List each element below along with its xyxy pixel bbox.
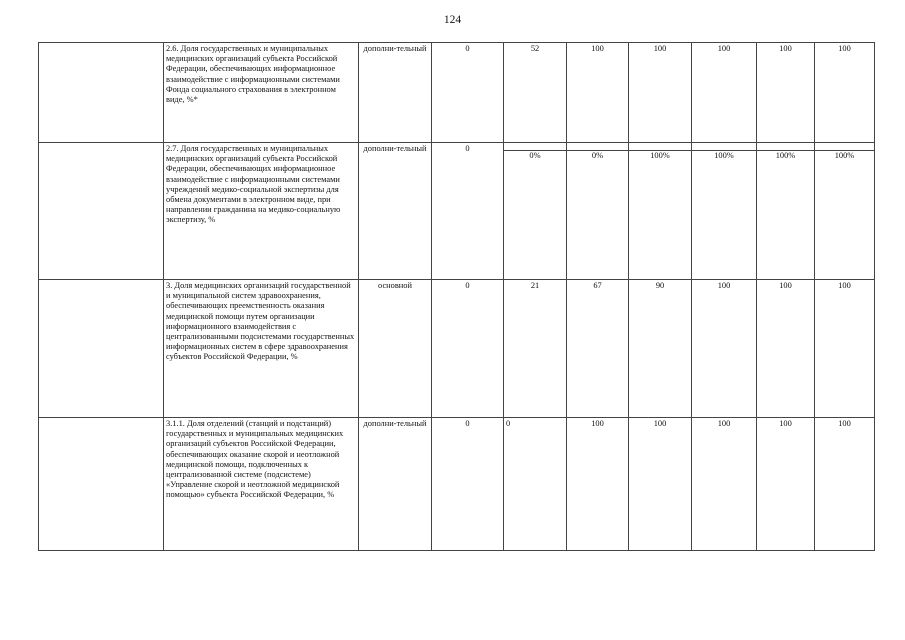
value-cell: 0 [504,418,567,551]
value-cell: 100 [567,43,629,143]
value-cell [815,143,875,280]
value-cell [629,143,692,280]
value-text: 100% [775,151,796,160]
table-row [39,143,875,280]
value-text: 0% [529,151,541,160]
value-cell: 100 [815,280,875,418]
value-cell: 100 [567,418,629,551]
value-cell: 100 [757,43,815,143]
indicator-name: 2.7. Доля государственных и муниципальных медицинских организаций субъекта Российской Федерации, обеспечивающих информационное взаимодействие с информационными системами учреждений медико-социальной экспертизы для обмена документами в электронном виде, при направлении гражданина на медико-социальную экспертизу, % [164,143,359,280]
value-cell: 90 [629,280,692,418]
value-text: 100% [714,151,734,160]
value-cell: 100 [692,43,757,143]
indicator-name: 2.6. Доля государственных и муниципальных медицинских организаций субъекта Российской Федерации, обеспечивающих информационное взаимодействие с информационными системами Фонда социального страхования в электронном виде, %* [164,43,359,143]
value-cell [567,143,629,280]
table-row [39,418,875,551]
value-cell: 100 [815,43,875,143]
empty-cell [39,43,164,143]
value-text: 100% [650,151,670,160]
value-cell [504,143,567,280]
value-cell: 100 [629,43,692,143]
indicator-type: дополни-тельный [359,143,432,280]
value-cell: 100 [757,418,815,551]
value-cell: 100 [815,418,875,551]
value-cell: 21 [504,280,567,418]
value-cell: 100 [629,418,692,551]
value-cell: 67 [567,280,629,418]
table-row [39,280,875,418]
indicator-type: основной [359,280,432,418]
empty-cell [39,143,164,280]
indicator-table [38,42,875,551]
page-number: 124 [443,14,462,26]
value-cell: 0 [432,280,504,418]
indicator-name: 3. Доля медицинских организаций государственной и муниципальной систем здравоохранения, обеспечивающих преемственность оказания медицинской помощи путем организации информационного взаимодействия с централизованными подсистемами государственных информационных систем в сфере здравоохранения субъектов Российской Федерации, % [164,280,359,418]
indicator-type: дополни-тельный [359,418,432,551]
empty-cell [39,280,164,418]
value-cell [757,143,815,280]
value-cell: 0 [432,143,504,280]
value-text: 0% [591,151,604,160]
value-cell [692,143,757,280]
value-cell: 52 [504,43,567,143]
value-cell: 0 [432,43,504,143]
empty-cell [39,418,164,551]
value-cell: 100 [692,280,757,418]
indicator-type: дополни-тельный [359,43,432,143]
table-row [39,43,875,143]
value-text: 100% [834,151,855,160]
value-cell: 100 [757,280,815,418]
indicator-name: 3.1.1. Доля отделений (станций и подстанций) государственных и муниципальных медицинских организаций субъектов Российской Федерации, обеспечивающих оказание скорой и неотложной медицинской помощи, подключенных к централизованной системе (подсистеме) «Управление скорой и неотложной медицинской помощью» субъекта Российской Федерации, % [164,418,359,551]
value-cell: 100 [692,418,757,551]
value-cell: 0 [432,418,504,551]
